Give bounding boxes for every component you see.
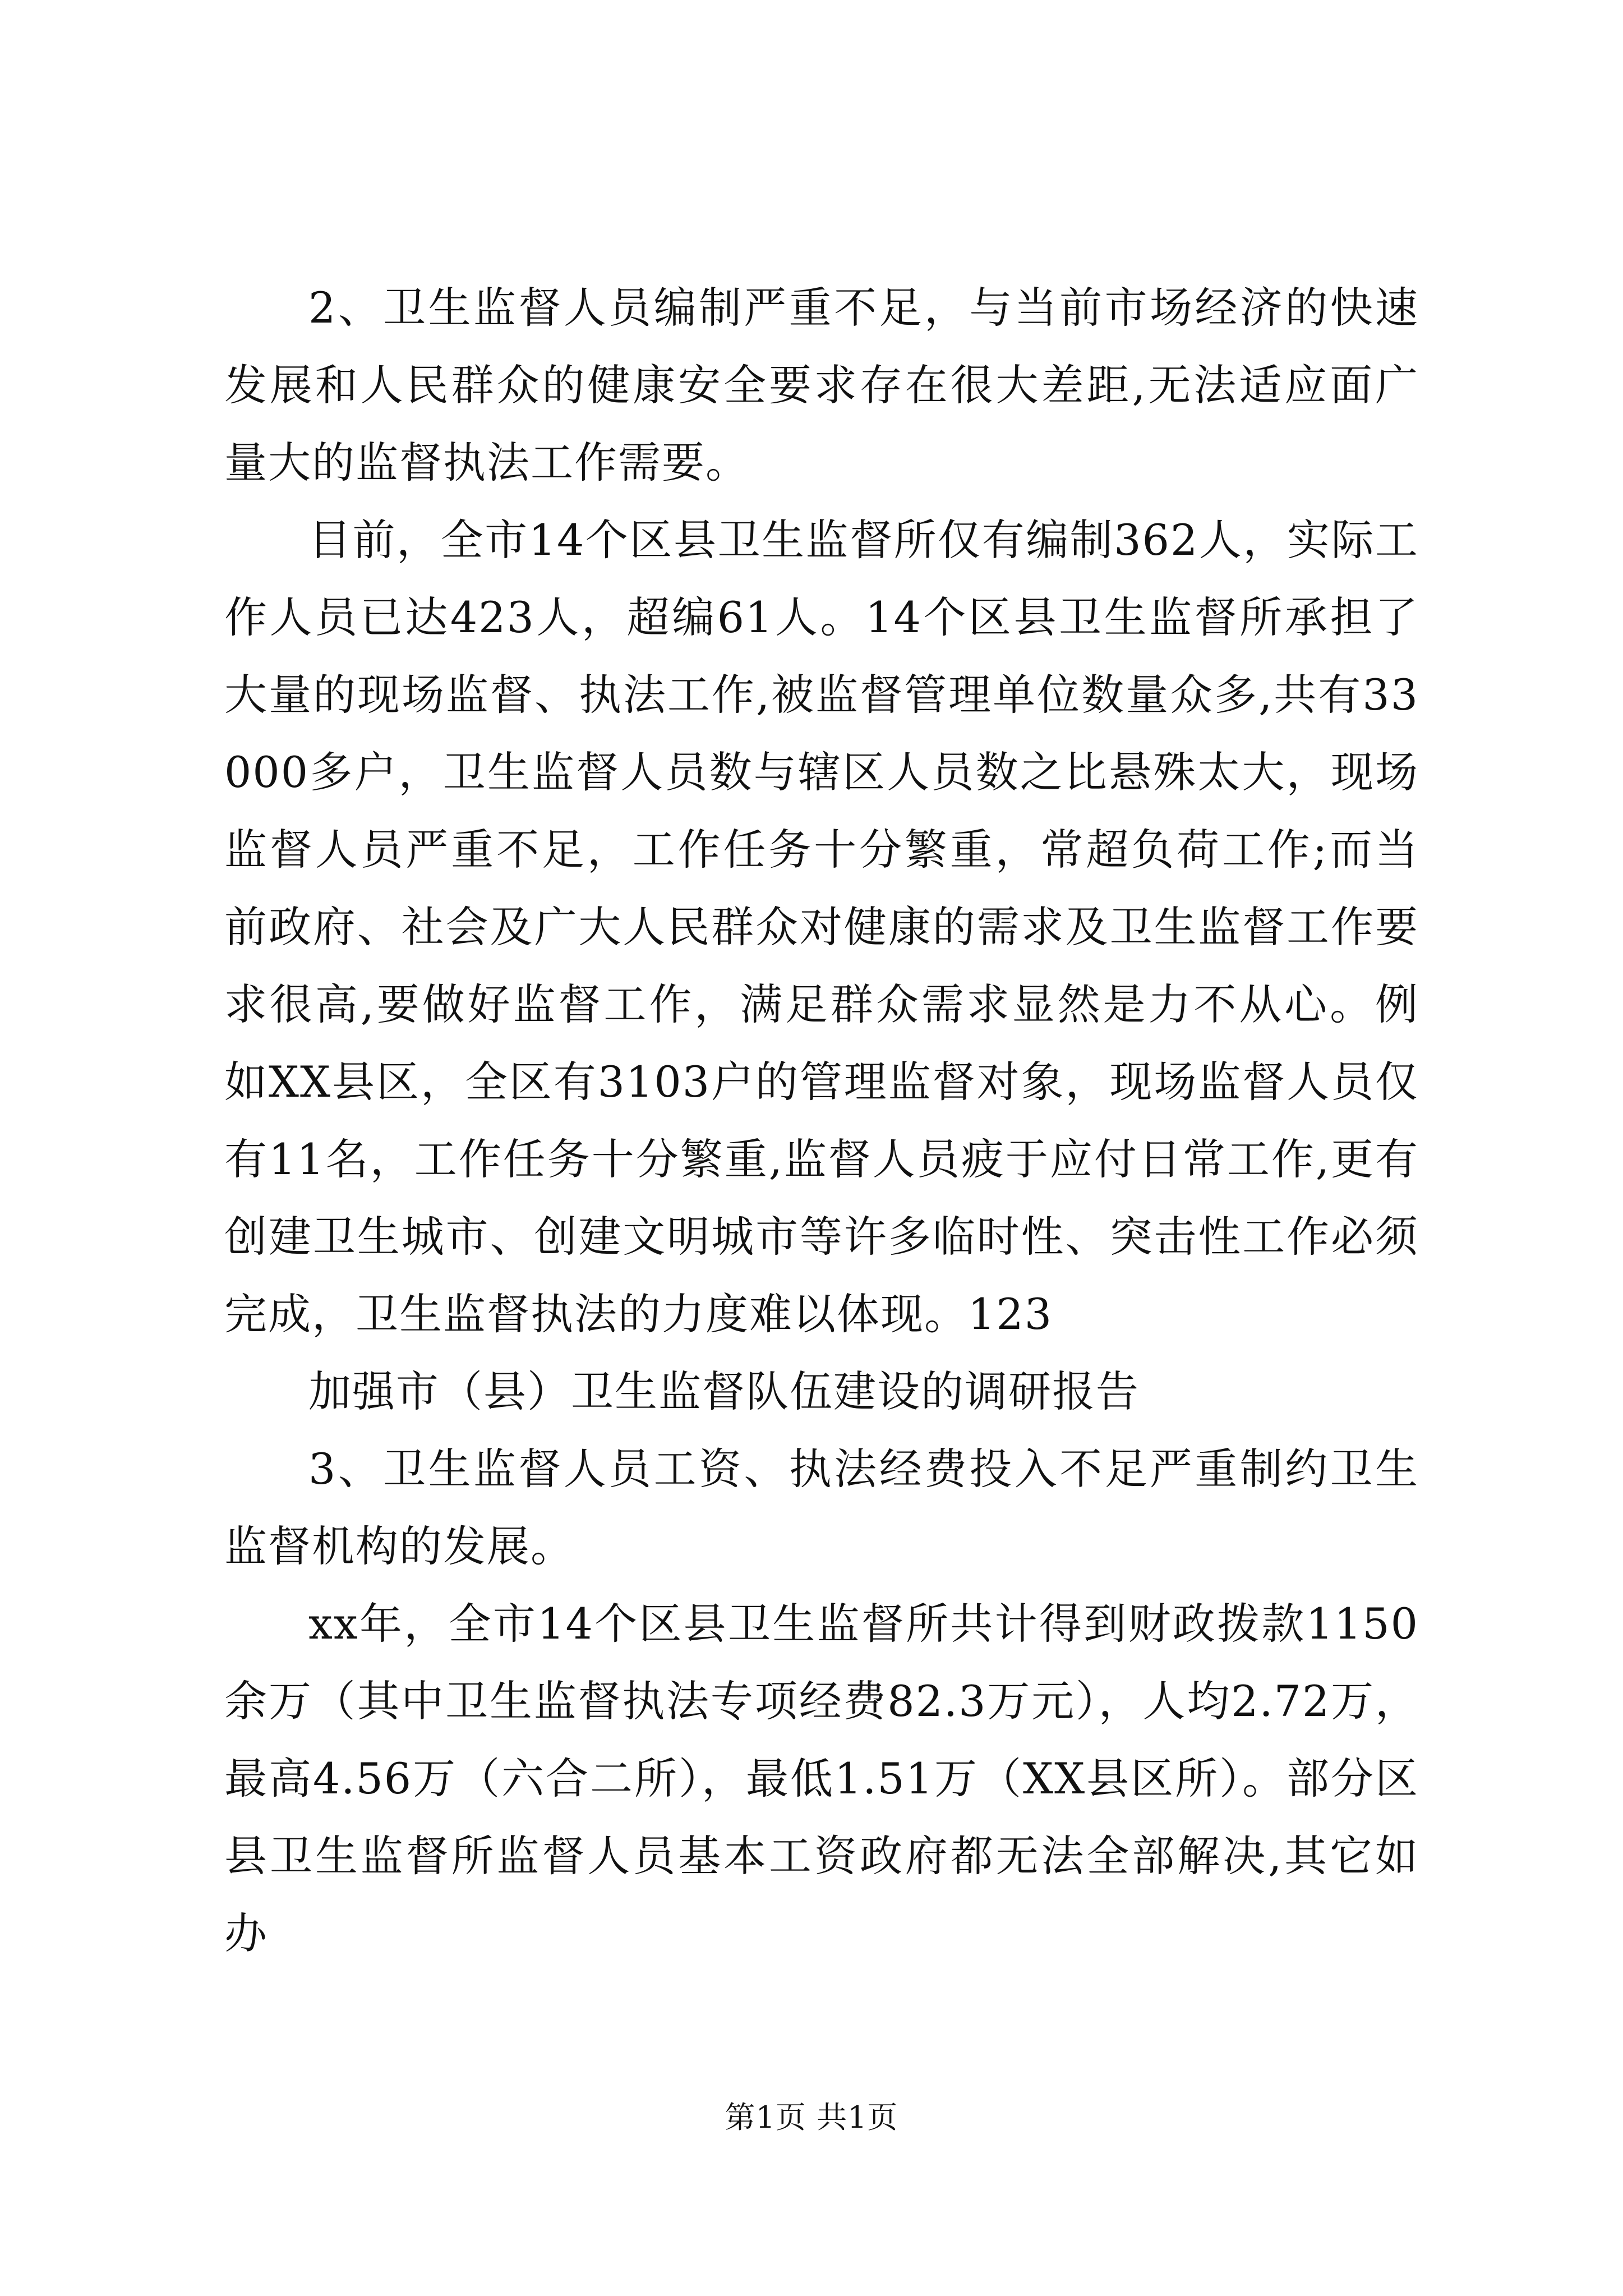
- paragraph-staffing-shortage: 2、卫生监督人员编制严重不足，与当前市场经济的快速发展和人民群众的健康安全要求存在很大差距,无法适应面广量大的监督执法工作需要。: [224, 283, 1419, 487]
- paragraph-funding-statistics: xx年，全市14个区县卫生监督所共计得到财政拨款1150余万（其中卫生监督执法专项经费82.3万元），人均2.72万，最高4.56万（六合二所），最低1.51万（XX县区所）。部分区县卫生监督所监督人员基本工资政府都无法全部解决,其它如办: [224, 1599, 1419, 1958]
- paragraph-report-title: 加强市（县）卫生监督队伍建设的调研报告: [308, 1366, 1140, 1416]
- document-body: [224, 269, 1419, 1972]
- paragraph-funding-shortage: 3、卫生监督人员工资、执法经费投入不足严重制约卫生监督机构的发展。: [224, 1444, 1419, 1571]
- page-footer: 第1页 共1页: [725, 2100, 898, 2135]
- paragraph-staff-statistics: 目前，全市14个区县卫生监督所仅有编制362人，实际工作人员已达423人，超编61人。14个区县卫生监督所承担了大量的现场监督、执法工作,被监督管理单位数量众多,共有33000多户，卫生监督人员数与辖区人员数之比悬殊太大，现场监督人员严重不足，工作任务十分繁重，常超负荷工作;而当前政府、社会及广大人民群众对健康的需求及卫生监督工作要求很高,要做好监督工作，满足群众需求显然是力不从心。例如XX县区，全区有3103户的管理监督对象，现场监督人员仅有11名，工作任务十分繁重,监督人员疲于应付日常工作,更有创建卫生城市、创建文明城市等许多临时性、突击性工作必须完成，卫生监督执法的力度难以体现。123: [224, 515, 1419, 1339]
